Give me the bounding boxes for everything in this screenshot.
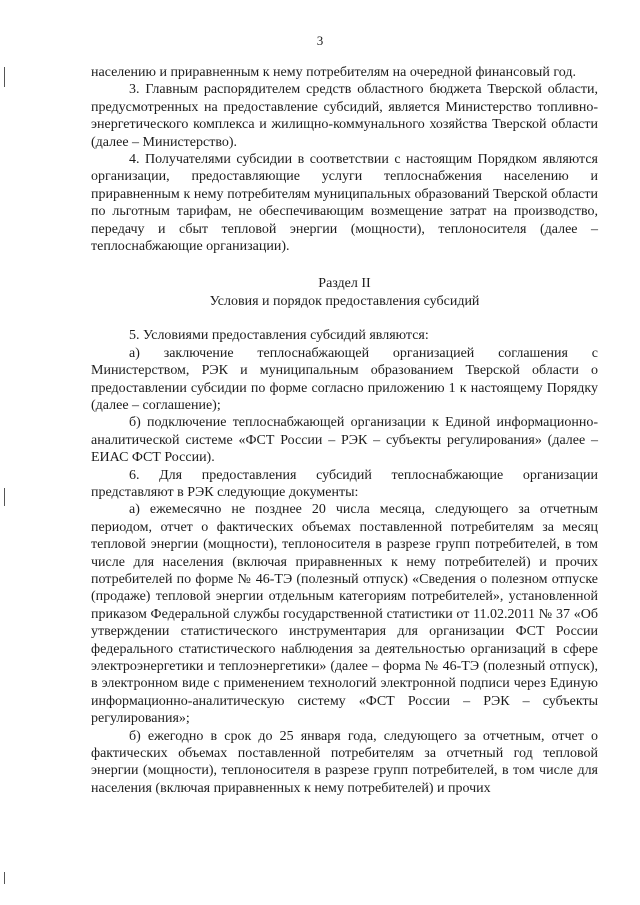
paragraph-4: 4. Получателями субсидии в соответствии с настоящим Порядком являются организации, предоставляющие услуги теплоснабжения населению и приравненным к нему потребителям муниципальных образований Тверской области по льготным тарифам, не обеспечивающим возмещение затрат на производство, передачу и сбыт тепловой энергии (мощности), теплоносителя (далее – теплоснабжающие организации). [91, 152, 598, 255]
paragraph-5: 5. Условиями предоставления субсидий являются: [129, 328, 429, 344]
section-number: Раздел II [318, 276, 371, 292]
paragraph-5-b: б) подключение теплоснабжающей организации к Единой информационно-аналитической системе «ФСТ России – РЭК – субъекты регулирования» (далее – ЕИАС ФСТ России). [91, 415, 598, 466]
scan-edge-mark [4, 488, 5, 506]
scan-edge-mark [4, 67, 5, 87]
scan-edge-mark [4, 872, 5, 884]
paragraph-continuation: населению и приравненным к нему потребителям на очередной финансовый год. [91, 65, 576, 80]
page-number: 3 [316, 33, 324, 48]
paragraph-6-a: а) ежемесячно не позднее 20 числа месяца, следующего за отчетным периодом, отчет о фактических объемах поставленной потребителям за месяц тепловой энергии (мощности), теплоносителя в разрезе групп потребителей, в том числе для населения (включая приравненных к нему потребителей) и прочих потребителей по форме № 46-ТЭ (полезный отпуск) «Сведения о полезном отпуске (продаже) тепловой энергии отдельным категориям потребителей», установленной приказом Федеральной службы государственной статистики от 11.02.2011 № 37 «Об утверждении статистического инструментария для организации ФСТ России федерального статистического наблюдения за деятельностью организаций в сфере электроэнергетики и теплоэнергетики» (далее – форма № 46-ТЭ (полезный отпуск), в электронном виде с применением технологий электронной подписи через Единую информационно-аналитическую систему «ФСТ России – РЭК – субъекты регулирования»; [91, 502, 598, 727]
paragraph-5-a: а) заключение теплоснабжающей организацией соглашения с Министерством, РЭК и муниципальным образованием Тверской области о предоставлении субсидии по форме согласно приложению 1 к настоящему Порядку (далее – соглашение); [91, 345, 598, 413]
section-title: Условия и порядок предоставления субсидий [209, 293, 480, 309]
paragraph-6-b: б) ежегодно в срок до 25 января года, следующего за отчетным, отчет о фактических объемах поставленной потребителям за отчетный год тепловой энергии (мощности), теплоносителя в разрезе групп потребителей, в том числе для населения (включая приравненных к нему потребителей) и прочих [91, 728, 598, 796]
document-body [91, 64, 598, 797]
paragraph-3: 3. Главным распорядителем средств областного бюджета Тверской области, предусмотренных на предоставление субсидий, является Министерство топливно-энергетического комплекса и жилищно-коммунального хозяйства Тверской области (далее – Министерство). [91, 82, 598, 150]
paragraph-6: 6. Для предоставления субсидий теплоснабжающие организации представляют в РЭК следующие документы: [91, 467, 598, 500]
